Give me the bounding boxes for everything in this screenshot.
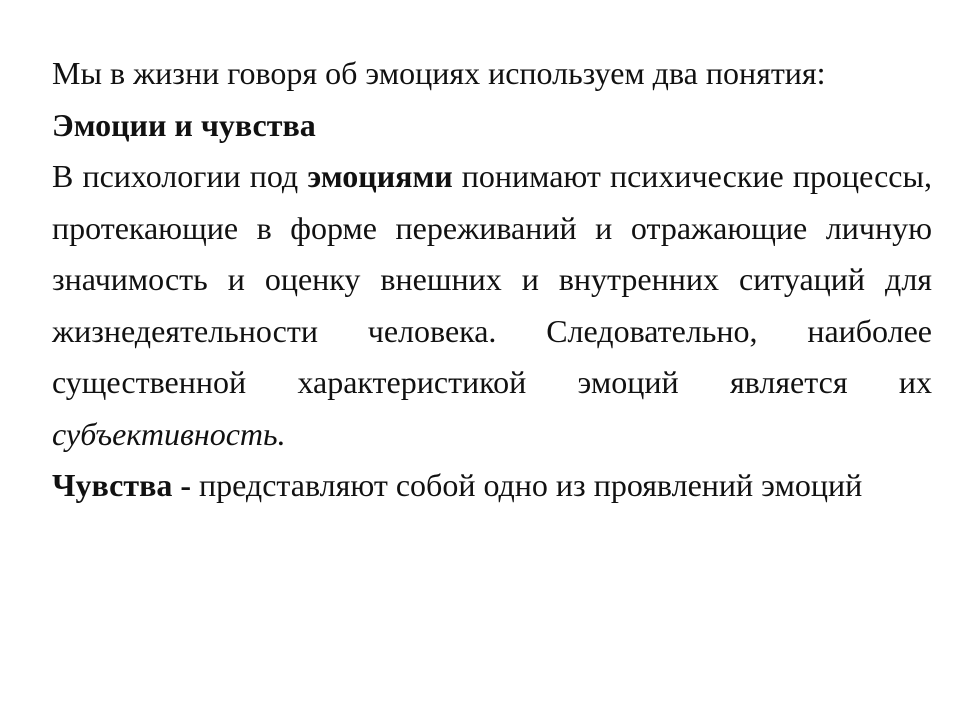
- emotions-body-text: понимают психические процессы, протекающие в форме переживаний и отражающие личную значимость и оценку внешних и внутренних ситуаций для жизнедеятельности человека. Следовательно, наиболее существенной характеристикой эмоций является их: [52, 158, 932, 400]
- section-heading: Эмоции и чувства: [52, 106, 316, 143]
- emotions-term: эмоциями: [307, 158, 453, 194]
- intro-paragraph: [52, 48, 932, 100]
- subjectivity-emphasis: субъективность.: [52, 415, 286, 452]
- emotions-definition-paragraph: [52, 151, 932, 460]
- emotions-lead-text: В психологии под: [52, 158, 308, 194]
- feelings-definition-paragraph: [52, 460, 932, 512]
- slide-content: [52, 48, 932, 512]
- feelings-term: Чувства -: [52, 467, 200, 503]
- feelings-body-text: представляют собой одно из проявлений эмоций: [199, 467, 863, 503]
- intro-text: Мы в жизни говоря об эмоциях используем два понятия:: [52, 55, 826, 91]
